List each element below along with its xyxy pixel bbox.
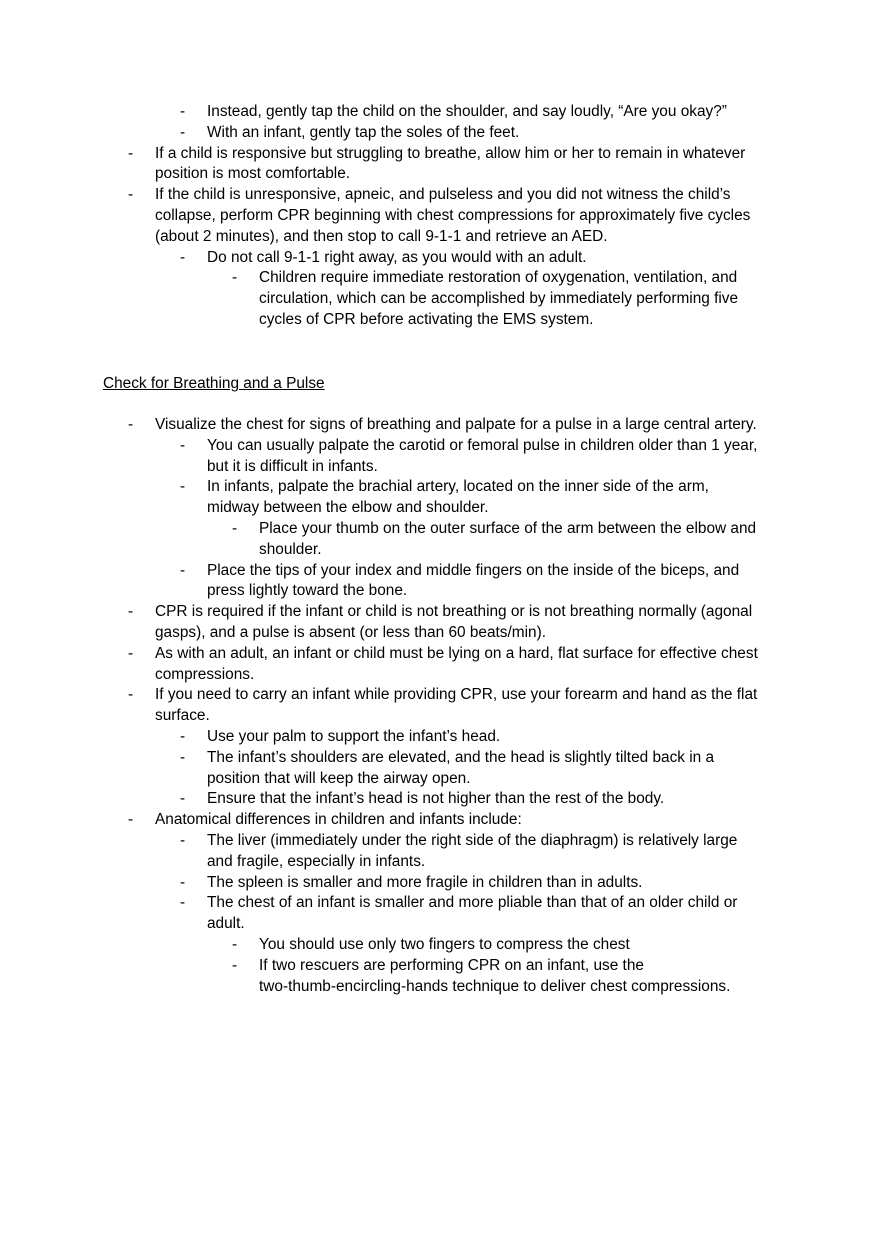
list-item-continuation (0, 457, 880, 478)
list-item-text: In infants, palpate the brachial artery, located on the inner side of the arm, (207, 478, 709, 496)
bullet-dash: - (180, 248, 186, 266)
list-item (0, 831, 880, 852)
list-item-text: Use your palm to support the infant’s head. (207, 727, 501, 745)
list-item-continuation (0, 852, 880, 873)
list-item (0, 685, 880, 706)
list-item-continuation (0, 769, 880, 790)
list-item-continuation (0, 581, 880, 602)
section-bullet-list (0, 415, 880, 997)
list-item-text: cycles of CPR before activating the EMS system. (259, 310, 594, 328)
bullet-dash: - (180, 103, 186, 120)
bullet-dash: - (180, 561, 186, 579)
list-item (0, 873, 880, 894)
list-item-continuation (0, 977, 880, 998)
list-item-text: The infant’s shoulders are elevated, and the head is slightly tilted back in a (207, 748, 715, 766)
list-item-text: adult. (207, 915, 245, 933)
list-item-text: If a child is responsive but struggling to breathe, allow him or her to remain in whatever (155, 144, 746, 162)
list-item (0, 144, 880, 165)
list-item-continuation (0, 540, 880, 561)
list-item (0, 789, 880, 810)
bullet-dash: - (232, 269, 238, 287)
list-item-text: If the child is unresponsive, apneic, and pulseless and you did not witness the child’s (155, 186, 731, 204)
bullet-dash: - (232, 519, 238, 537)
list-item (0, 810, 880, 831)
list-item (0, 935, 880, 956)
list-item (0, 477, 880, 498)
list-item-continuation (0, 227, 880, 248)
bullet-dash: - (180, 727, 186, 745)
list-item-text: collapse, perform CPR beginning with chest compressions for approximately five cycles (155, 206, 751, 224)
list-item-continuation (0, 310, 880, 331)
list-item (0, 519, 880, 540)
list-item-text: but it is difficult in infants. (207, 457, 378, 475)
list-item-continuation (0, 498, 880, 519)
list-item-text: Visualize the chest for signs of breathing and palpate for a pulse in a large central artery. (155, 416, 757, 433)
list-item-continuation (0, 623, 880, 644)
list-item-text: The spleen is smaller and more fragile in children than in adults. (207, 873, 643, 891)
bullet-dash: - (232, 935, 238, 953)
bullet-dash: - (128, 144, 134, 162)
list-item-text: If two rescuers are performing CPR on an infant, use the (259, 956, 644, 974)
list-item-text: (about 2 minutes), and then stop to call 9-1-1 and retrieve an AED. (155, 227, 608, 245)
bullet-dash: - (128, 186, 134, 204)
list-item-continuation (0, 914, 880, 935)
list-item-continuation (0, 706, 880, 727)
list-item (0, 956, 880, 977)
list-item (0, 602, 880, 623)
list-item-text: press lightly toward the bone. (207, 582, 408, 600)
bullet-dash: - (180, 831, 186, 849)
bullet-dash: - (180, 873, 186, 891)
list-item (0, 893, 880, 914)
list-item (0, 185, 880, 206)
list-item-text: position that will keep the airway open. (207, 769, 471, 787)
list-item-text: Ensure that the infant’s head is not higher than the rest of the body. (207, 790, 665, 808)
list-item-continuation (0, 665, 880, 686)
list-item (0, 415, 880, 436)
list-item-text: surface. (155, 707, 210, 725)
list-item-text: circulation, which can be accomplished by immediately performing five (259, 290, 739, 308)
list-item-text: You can usually palpate the carotid or femoral pulse in children older than 1 year, (207, 436, 758, 454)
list-item-text: Do not call 9-1-1 right away, as you would with an adult. (207, 248, 587, 266)
list-item-text: The chest of an infant is smaller and more pliable than that of an older child or (207, 894, 738, 912)
bullet-dash: - (128, 811, 134, 829)
list-item (0, 748, 880, 769)
list-item-text: Place the tips of your index and middle fingers on the inside of the biceps, and (207, 561, 740, 579)
bullet-dash: - (180, 436, 186, 454)
list-item (0, 123, 880, 144)
list-item-text: Place your thumb on the outer surface of the arm between the elbow and (259, 519, 757, 537)
bullet-dash: - (128, 644, 134, 662)
list-item-text: compressions. (155, 665, 255, 683)
list-item-continuation (0, 206, 880, 227)
list-item-text: position is most comfortable. (155, 165, 351, 183)
bullet-dash: - (180, 123, 186, 141)
list-item (0, 268, 880, 289)
list-item-text: If you need to carry an infant while providing CPR, use your forearm and hand as the flat (155, 686, 758, 704)
section-heading: Check for Breathing and a Pulse (103, 375, 325, 392)
list-item-text: midway between the elbow and shoulder. (207, 499, 489, 517)
bullet-dash: - (180, 478, 186, 496)
list-item-text: and fragile, especially in infants. (207, 852, 426, 870)
list-item (0, 248, 880, 269)
list-item-text: As with an adult, an infant or child must be lying on a hard, flat surface for effective chest (155, 644, 758, 662)
list-item-text: gasps), and a pulse is absent (or less than 60 beats/min). (155, 623, 546, 641)
list-item-text: shoulder. (259, 540, 322, 558)
list-item (0, 561, 880, 582)
bullet-dash: - (128, 416, 134, 433)
list-item-text: two-thumb-encircling-hands technique to deliver chest compressions. (259, 977, 731, 995)
bullet-dash: - (128, 603, 134, 621)
list-item-text: CPR is required if the infant or child is not breathing or is not breathing normally (agonal (155, 603, 753, 621)
bullet-dash: - (180, 748, 186, 766)
intro-bullet-list (0, 102, 880, 331)
list-item-text: The liver (immediately under the right side of the diaphragm) is relatively large (207, 831, 738, 849)
bullet-dash: - (232, 956, 238, 974)
list-item (0, 644, 880, 665)
list-item-continuation (0, 289, 880, 310)
bullet-dash: - (180, 894, 186, 912)
bullet-dash: - (128, 686, 134, 704)
bullet-dash: - (180, 790, 186, 808)
list-item-text: You should use only two fingers to compress the chest (259, 935, 630, 953)
list-item-text: Anatomical differences in children and infants include: (155, 811, 522, 829)
list-item (0, 102, 880, 123)
list-item (0, 436, 880, 457)
list-item-continuation (0, 164, 880, 185)
list-item-text: Instead, gently tap the child on the shoulder, and say loudly, “Are you okay?” (207, 103, 727, 120)
list-item (0, 727, 880, 748)
list-item-text: With an infant, gently tap the soles of the feet. (207, 123, 520, 141)
list-item-text: Children require immediate restoration of oxygenation, ventilation, and (259, 269, 738, 287)
